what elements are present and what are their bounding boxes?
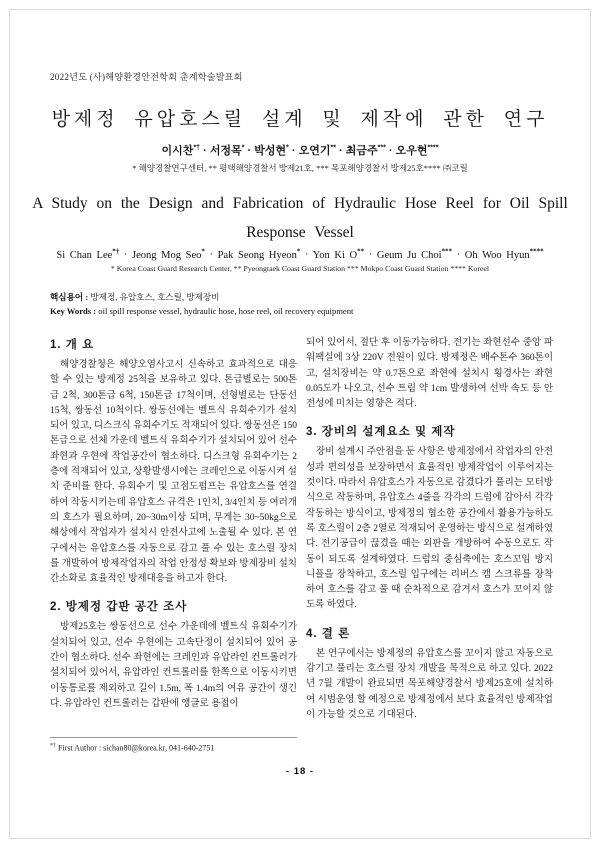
section-heading: 4. 결 론 [306,627,351,640]
author: 오우현**** [395,144,439,157]
author: 박성현* [254,144,289,157]
section-heading: 3. 장비의 설계요소 및 제작 [306,426,456,439]
paper-title-en-line2: Response Vessel [246,224,354,241]
paper-title-en [0,189,600,247]
paragraph: 되어 있어서, 절단 후 이동가능하다. 전기는 좌현선수 중앙 파워팩실에 3상 220V 전원이 있다. 방제정은 배수톤수 360톤이고, 설치장비는 약 0.7톤으로 좌현에 설치시 횡경사는 좌현 0.05도가 나오고, 선수 트림 약 1cm 발생하여 선박 속도 등 안전성에 미치는 영향은 적다. [306,338,553,410]
paragraph: 장비 설계시 주안점을 둔 사항은 방제정에서 작업자의 안전성과 편의성을 보장하면서 효율적인 방제작업이 이루어지는 것이다. 따라서 유압호스가 자동으로 감겼다가 풀리는 모터방식으로 작동하며, 유압호스 4줄을 각각의 드럼에 감아서 각각 작동하는 방식이고, 방제정의 협소한 공간에서 활용가능하도록 호스릴이 2층 2열로 적재되어 운영하는 방식으로 설계하였다. 전기공급이 끊겼을 때는 외판을 개방하여 수동으로도 작동이 되도록 설계하였다. 드럼의 중심축에는 호스꼬임 방지 니플을 장착하고, 호스릴 입구에는 리버스 캠 스크류를 장착하여 호스를 감고 풀 때 순차적으로 감겨서 호스가 꼬이지 않도록 하였다. [306,447,553,611]
keywords-kr-text: 방제정, 유압호스, 호스릴, 방제장비 [88,292,220,302]
keywords-kr [50,291,553,303]
right-column [306,336,553,723]
author: 오연기** [298,144,336,157]
authors-kr: 이시찬*† · 서정목* · 박성현* · 오연기** · 최금주*** · 오우현**** [161,144,439,157]
author-affiliation-marker: **** [427,144,439,152]
footnote [50,737,297,753]
author-affiliation-marker: **** [529,247,544,255]
footnote-marker: *† [50,743,56,749]
author-affiliation-marker: *† [112,247,120,255]
body-columns [50,336,553,723]
author: 이시찬*† [161,144,201,157]
paper-title-kr: 방제정 유압호스릴 설계 및 제작에 관한 연구 [51,109,549,130]
proceedings-header: 2022년도 (사)해양환경안전학회 춘계학술발표회 [50,72,243,82]
author-affiliation-marker: * [296,247,301,255]
author: 서정목* [209,144,245,157]
author-affiliation-marker: ** [330,144,336,152]
keywords-en-label: Key Words : [50,306,97,316]
keywords-kr-label: 핵심용어 : [50,292,89,302]
paragraph: 해양경찰청은 해양오염사고시 신속하고 효과적으로 대응할 수 있는 방제정 25척을 보유하고 있다. 톤급별로는 500톤급 2척, 300톤급 6척, 150톤급 17척이며, 선형별로는 단동선 15척, 쌍동선 10척이다. 쌍동선에는 벨트식 유회수기가 설치되어 있고, 디스크식 유회수기도 적재되어 있다. 쌍동선은 150톤급으로 선체 가운데 벨트식 유회수기가 설치되어 있어 선수 좌현과 우현에 작업공간이 협소하다. 디스크형 유회수기는 2층에 적재되어 있고, 상황발생시에는 크레인으로 이동시켜 설치 준비를 한다. 유회수기 및 고점도펌프는 유압호스를 연결하여 작동시키는데 유압호스 규격은 1인치, 3/4인치 등 여러개의 호스가 필요하며, 20~30m이상 되며, 무게는 30~50kg으로 해상에서 작업자가 설치시 안전사고에 노출될 수 있다. 본 연구에서는 유압호스를 자동으로 감고 풀 수 있는 호스릴 장치를 개발하여 방제작업자의 작업 안정성 확보와 방제장비 설치 간소화로 효율적인 방제대응을 하고자 한다. [50,360,297,585]
affiliation-en: * Korea Coast Guard Research Center, ** Pyeongtaek Coast Guard Station *** Mokpo Coast Guard Station **** Koreel [110,264,490,273]
author: Si Chan Lee*† [56,247,120,261]
author-affiliation-marker: * [286,144,289,152]
author-affiliation-marker: * [201,247,205,255]
author: 최금주*** [345,144,386,157]
left-column [50,336,297,723]
author-affiliation-marker: * [241,144,245,152]
page-number: - 18 - [285,766,315,777]
author: Geum Ju Choi*** [376,247,453,261]
section-heading: 1. 개 요 [50,339,95,351]
author-affiliation-marker: *† [193,144,201,152]
author-affiliation-marker: ** [357,247,365,255]
author: Yon Ki O** [312,247,365,261]
authors-en: Si Chan Lee*† · Jeong Mog Seo* · Pak Seong Hyeon* · Yon Ki O** · Geum Ju Choi*** · Oh Woo Hyun**** [56,247,544,261]
keywords-en-text: oil spill response vessel, hydraulic hose, hose reel, oil recovery equipment [96,306,354,316]
paragraph: 본 연구에서는 방제정의 유압호스를 꼬이지 않고 자동으로 감기고 풀리는 호스릴 장치 개발을 목적으로 하고 있다. 2022년 7월 개발이 완료되면 목포해양경찰서 방제25호에 설치하여 시범운영 할 예정으로 방제정에서 보다 효율적인 방제작업이 가능할 것으로 기대된다. [306,648,553,720]
keywords-en [50,306,553,316]
paragraph: 방제25호는 쌍동선으로 선수 가운데에 벨트식 유회수기가 설치되어 있고, 선수 우현에는 고속단정이 설치되어 있어 공간이 협소하다. 선수 좌현에는 크레인과 유압라인 컨트롤러가 설치되어 있어서, 유압라인 컨트롤러를 한쪽으로 이동시키면 이동통로를 제외하고 길이 1.5m, 폭 1.4m의 여유 공간이 생긴다. 유압라인 컨트롤러는 갑판에 앵글로 용접이 [50,622,297,709]
author-affiliation-marker: *** [441,247,453,255]
footnote-text: First Author : sichan80@korea.kr, 041-640-2751 [56,743,215,753]
author: Oh Woo Hyun**** [464,247,544,261]
paper-title-en-line1: A Study on the Design and Fabrication of Hydraulic Hose Reel for Oil Spill [32,195,568,212]
author: Jeong Mog Seo* [132,247,205,261]
affiliation-kr: * 해양경찰연구센터, ** 평택해양경찰서 방제21호, *** 목포해양경찰서 방제25호**** ㈜코릴 [132,163,468,173]
author-affiliation-marker: *** [377,144,386,152]
section-heading: 2. 방제정 갑판 공간 조사 [50,601,188,614]
author: Pak Seong Hyeon* [217,247,301,261]
